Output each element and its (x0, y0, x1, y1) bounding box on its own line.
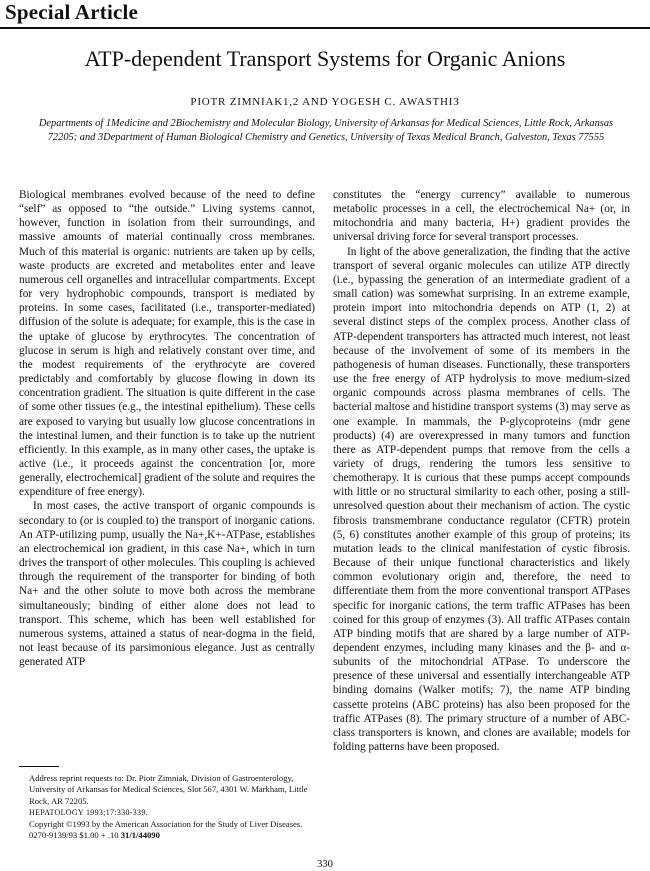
author-affiliations: Departments of 1Medicine and 2Biochemistry and Molecular Biology, University of Arkansas for Medical Sciences, Little Rock, Arkansas 72205; and 3Department of Human Biological Chemistry and Genetics, University of Texas Medical Branch, Galveston, Texas 77555 (38, 118, 614, 143)
footnote-copyright: Copyright ©1993 by the American Association for the Study of Liver Diseases. (29, 818, 303, 829)
article-title: ATP-dependent Transport Systems for Organic Anions (84, 46, 566, 71)
footnote-rule (19, 766, 59, 767)
page-number: 330 (317, 859, 333, 870)
header-rule (0, 27, 650, 29)
section-label: Special Article (5, 0, 139, 24)
body-paragraph: constitutes the “energy currency” available to numerous metabolic processes in a cell, the electrochemical Na+ (or, in mitochondria and many bacteria, H+) gradient provides the universal driving force for several transport processes. (333, 189, 630, 244)
footnote-address: Address reprint requests to: Dr. Piotr Zimniak, Division of Gastroenterology, University of Arkansas for Medical Sciences, Slot 567, 4301 W. Markham, Little Rock, AR 72205. (29, 773, 308, 806)
body-paragraph: Biological membranes evolved because of the need to define “self” as opposed to “the outside.” Living systems cannot, however, function in isolation from their surroundings, and massive amounts of material continually cross membranes. Much of this material is organic: nutrients are taken up by cells, waste products are excreted and metabolites enter and leave numerous cell organelles and intracellular compartments. Except for very hydrophobic compounds, transport is mediated by proteins. In some cases, facilitated (i.e., transporter-mediated) diffusion of the solute is adequate; for example, this is the case in the uptake of glucose by erythrocytes. The concentration of glucose in serum is high and relatively constant over time, and the modest requirements of the erythrocyte are covered predictably and comfortably by glucose flowing in down its concentration gradient. The situation is quite different in the case of some other tissues (e.g., the intestinal epithelium). These cells are exposed to varying but usually low glucose concentrations in the intestinal lumen, and their function is to take up the nutrient efficiently. In this example, as in many other cases, the uptake is active (i.e., it proceeds against the concentration [or, more generally, electrochemical] gradient of the solute and requires the expenditure of free energy). (19, 189, 315, 499)
issn-prefix: 0270-9139/93 $1.00 + .10 (29, 830, 121, 841)
body-column-left (19, 188, 315, 669)
body-paragraph: In light of the above generalization, the finding that the active transport of several organic molecules can utilize ATP directly (i.e., bypassing the generation of an intermediate gradient of a small cation) was somewhat surprising. In an extreme example, protein import into mitochondria depends on ATP (1, 2) at several distinct steps of the complex process. Another class of ATP-dependent transporters has attracted much interest, not least because of the involvement of some of its members in the pathogenesis of human diseases. Functionally, these transporters use the free energy of ATP hydrolysis to move medium-sized organic compounds across plasma membranes of cells. The bacterial maltose and histidine transport systems (3) may serve as one example. In mammals, the P-glycoproteins (mdr gene products) (4) are overexpressed in many tumors and function there as ATP-dependent pumps that remove from the cells a variety of drugs, rendering the tumors less sensitive to chemotherapy. It is curious that these pumps accept compounds with little or no structural similarity to each other, posing a still-unresolved question about their mechanism of action. The cystic fibrosis transmembrane conductance regulator (CFTR) protein (5, 6) constitutes another example of this group of proteins; its mutation leads to the clinical manifestation of cystic fibrosis. Because of their unique functional characteristics and likely common evolutionary origin and, therefore, the need to differentiate them from the more conventional transport ATPases specific for inorganic cations, the term traffic ATPases has been coined for this group of enzymes (3). All traffic ATPases contain ATP binding motifs that are shared by a large number of ATP-dependent enzymes, including many kinases and the β- and α-subunits of the mitochondrial ATPase. To underscore the presence of these universal and essentially interchangeable ATP binding domains (Walker motifs; 7), the name ATP binding cassette proteins (ABC proteins) has also been proposed for the traffic ATPases (8). The primary structure of a number of ABC-class transporters is known, and clones are available; models for folding patterns have been proposed. (333, 245, 630, 754)
footnotes (19, 773, 315, 841)
article-authors: PIOTR ZIMNIAK1,2 AND YOGESH C. AWASTHI3 (190, 96, 460, 108)
issn-code: 31/1/44090 (120, 830, 160, 841)
footnote-journal-ref: HEPATOLOGY 1993;17:330-339. (29, 808, 148, 818)
body-paragraph: In most cases, the active transport of organic compounds is secondary to (or is coupled to) the transport of inorganic cations. An ATP-utilizing pump, usually the Na+,K+-ATPase, establishes an electrochemical ion gradient, in this case Na+, which in turn drives the transport of other molecules. This coupling is achieved through the requirement of the transporter for binding of both Na+ and the other solute to move both across the membrane simultaneously; binding of either alone does not lead to transport. This scheme, which has been well established for numerous systems, attained a status of near-dogma in the field, not least because of its parsimonious elegance. Just as centrally generated ATP (19, 500, 315, 669)
body-column-right (333, 188, 630, 754)
footnote-issn (19, 830, 315, 841)
